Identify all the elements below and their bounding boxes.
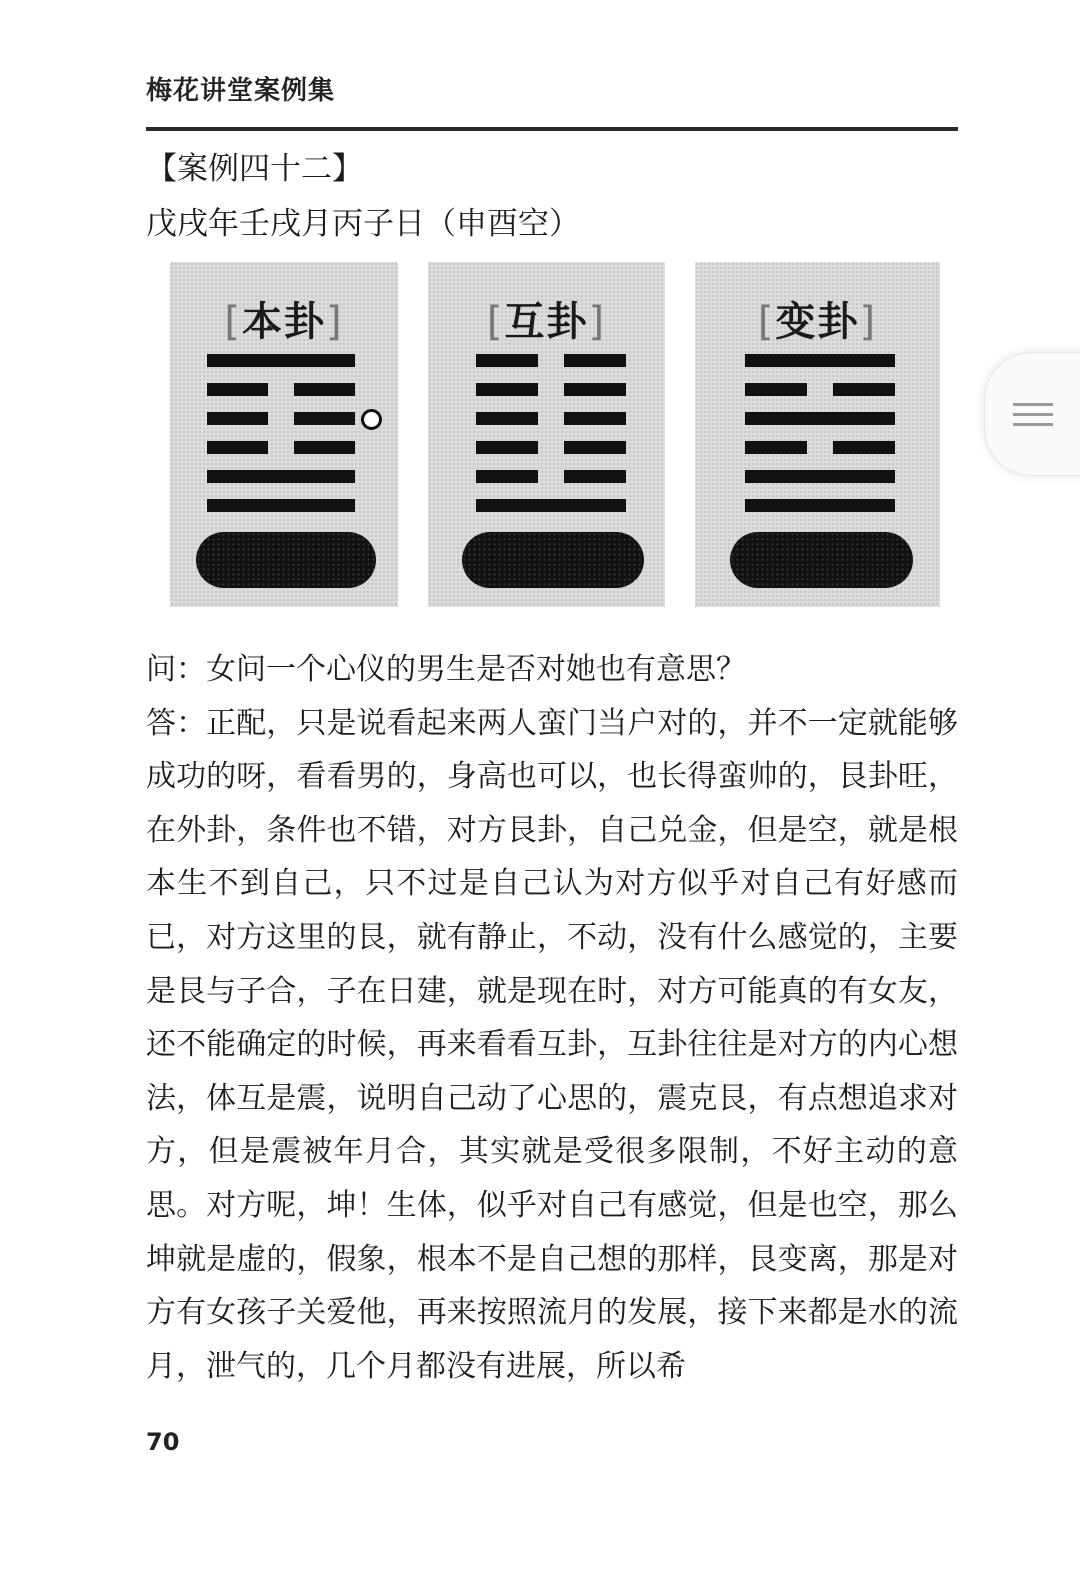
page-number: 70 <box>146 1428 180 1456</box>
date-line: 戊戌年壬戌月丙子日（申酉空） <box>146 206 580 242</box>
ben-yao-yang <box>207 499 355 512</box>
ben-gua-label: [本卦] <box>224 299 344 345</box>
side-menu-button[interactable] <box>984 352 1080 476</box>
bian-yao-yin <box>745 383 895 396</box>
hu-yao-yin <box>476 383 626 396</box>
bian-yao-yin <box>745 441 895 454</box>
hu-gua-panel <box>428 262 665 607</box>
bian-gua-name-plate <box>730 532 913 588</box>
bian-gua-panel <box>695 262 940 607</box>
ben-yao-yin <box>207 383 355 396</box>
answer-paragraph: 答：正配，只是说看起来两人蛮门当户对的，并不一定就能够成功的呀，看看男的，身高也可以，也长得蛮帅的，艮卦旺，在外卦，条件也不错，对方艮卦，自己兑金，但是空，就是根本生不到自己，只不过是自己认为对方似乎对自己有好感而已，对方这里的艮，就有静止，不动，没有什么感觉的，主要是艮与子合，子在日建，就是现在时，对方可能真的有女友，还不能确定的时候，再来看看互卦，互卦往往是对方的内心想法，体互是震，说明自己动了心思的，震克艮，有点想追求对方，但是震被年月合，其实就是受很多限制，不好主动的意思。对方呢，坤！生体，似乎对自己有感觉，但是也空，那么坤就是虚的，假象，根本不是自己想的那样，艮变离，那是对方有女孩子关爱他，再来按照流月的发展，接下来都是水的流月，泄气的，几个月都没有进展，所以希 <box>146 705 958 1384</box>
hu-yao-yang <box>476 499 626 512</box>
hu-gua-name-plate <box>462 532 644 588</box>
hu-gua-label: [互卦] <box>486 299 607 345</box>
question-paragraph: 问：女问一个心仪的男生是否对她也有意思？ <box>146 652 746 687</box>
case-body <box>146 643 958 1393</box>
ben-yao-yang <box>207 470 355 483</box>
bian-yao-yang <box>745 412 895 425</box>
book-title: 梅花讲堂案例集 <box>146 76 336 106</box>
case-title: 【案例四十二】 <box>146 151 363 187</box>
header-divider <box>146 127 958 131</box>
hu-yao-yin <box>476 412 626 425</box>
bian-yao-yang <box>745 499 895 512</box>
ben-yao-yin <box>207 441 355 454</box>
ben-moving-line-marker <box>361 409 382 430</box>
hu-yao-yin <box>476 441 626 454</box>
bian-gua-label: [变卦] <box>757 299 878 345</box>
ben-gua-panel <box>170 262 398 607</box>
hu-yao-yin <box>476 470 626 483</box>
hu-yao-yin <box>476 354 626 367</box>
ben-gua-name-plate <box>196 532 376 588</box>
bian-yao-yang <box>745 354 895 367</box>
bian-yao-yang <box>745 470 895 483</box>
ben-yao-yang <box>207 354 355 367</box>
ben-yao-yin <box>207 412 355 425</box>
hamburger-menu-icon <box>1013 396 1053 433</box>
